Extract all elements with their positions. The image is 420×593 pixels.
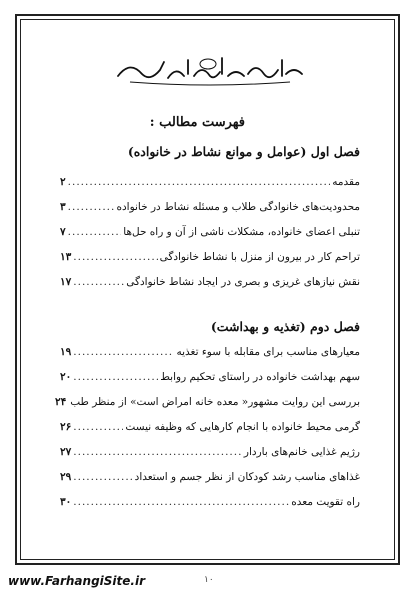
toc-entry-page: ۲۷	[60, 446, 72, 458]
toc-entry[interactable]	[60, 251, 360, 276]
toc-entry[interactable]	[60, 371, 360, 396]
toc-entry-page: ۳	[60, 201, 66, 213]
page-number: ۱۰	[204, 575, 214, 585]
calligraphy-icon	[110, 52, 310, 88]
leader-dots	[73, 496, 289, 508]
toc-entry-page: ۲۶	[60, 421, 72, 433]
toc-entry-page: ۱۳	[60, 251, 72, 263]
toc-list-chapter-1	[60, 176, 360, 301]
toc-entry-page: ۲۰	[60, 371, 72, 383]
toc-entry-title: گرمی محیط خانواده با انجام کارهایی که وظیفه نیست	[125, 421, 360, 433]
toc-list-chapter-2	[54, 346, 360, 521]
leader-dots	[73, 346, 174, 358]
toc-entry-title: بررسی این روایت مشهور« معده خانه امراض است» از منظر طب	[70, 396, 360, 408]
toc-entry-title: تنبلی اعضای خانواده، مشکلات ناشی از آن و راه حل‌ها	[123, 226, 360, 238]
toc-entry[interactable]	[54, 396, 360, 421]
toc-entry-title: مقدمه	[332, 176, 360, 188]
toc-entry-page: ۲۹	[60, 471, 72, 483]
toc-entry[interactable]	[60, 276, 360, 301]
leader-dots	[73, 251, 157, 263]
toc-entry-title: محدودیت‌های خانوادگی طلاب و مسئله نشاط در خانواده	[116, 201, 360, 213]
toc-entry-title: معیارهای مناسب برای مقابله با سوء تغذیه	[176, 346, 360, 358]
besmellah-calligraphy-logo	[110, 52, 310, 88]
toc-entry-title: تراحم کار در بیرون از منزل با نشاط خانوادگی	[159, 251, 360, 263]
toc-entry-title: غذاهای مناسب رشد کودکان از نظر جسم و استعداد	[134, 471, 360, 483]
toc-entry-title: رژیم غذایی خانم‌های باردار	[243, 446, 360, 458]
toc-entry[interactable]	[60, 446, 360, 471]
toc-entry-page: ۲	[60, 176, 66, 188]
toc-entry-page: ۳۰	[60, 496, 72, 508]
toc-entry[interactable]	[60, 496, 360, 521]
leader-dots	[73, 276, 124, 288]
toc-heading: فهرست مطالب :	[149, 115, 245, 130]
leader-dots	[73, 446, 242, 458]
chapter-heading: فصل اول (عوامل و موانع نشاط در خانواده)	[127, 144, 360, 159]
toc-entry-page: ۱۹	[60, 346, 72, 358]
toc-entry[interactable]	[60, 421, 360, 446]
leader-dots	[68, 226, 122, 238]
toc-entry-title: سهم بهداشت خانواده در راستای تحکیم روابط	[160, 371, 360, 383]
leader-dots	[68, 176, 331, 188]
leader-dots	[68, 201, 115, 213]
leader-dots	[73, 371, 158, 383]
toc-entry-title: راه تقویت معده	[291, 496, 360, 508]
leader-dots	[73, 421, 123, 433]
toc-entry[interactable]	[60, 346, 360, 371]
toc-entry-page: ۱۷	[60, 276, 72, 288]
toc-entry-title: نقش نیازهای غریزی و بصری در ایجاد نشاط خانوادگی	[126, 276, 360, 288]
leader-dots	[73, 471, 132, 483]
toc-entry-page: ۷	[60, 226, 66, 238]
toc-entry[interactable]	[60, 201, 360, 226]
toc-entry[interactable]	[60, 226, 360, 251]
chapter-heading: فصل دوم (تغذیه و بهداشت)	[210, 319, 360, 334]
toc-entry[interactable]	[60, 471, 360, 496]
site-url-watermark[interactable]: www.FarhangiSite.ir	[8, 574, 145, 588]
toc-entry[interactable]	[60, 176, 360, 201]
toc-entry-page: ۲۴	[54, 396, 67, 408]
